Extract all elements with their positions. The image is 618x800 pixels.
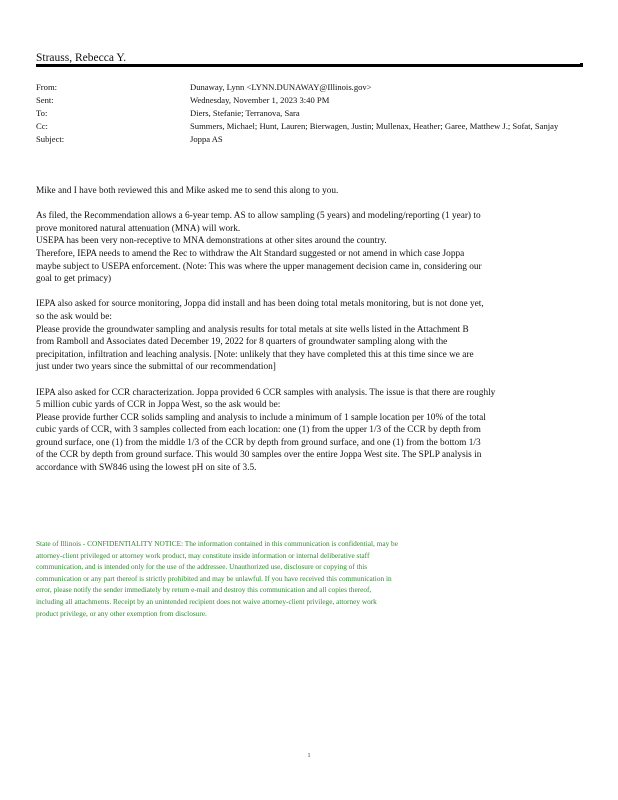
body-line: accordance with SW846 using the lowest pH on site of 3.5. xyxy=(36,463,257,474)
body-line: maybe subject to USEPA enforcement. (Note: This was where the upper management decision came in, considering our xyxy=(36,261,482,272)
header-row-to xyxy=(36,107,596,120)
body-paragraph-2 xyxy=(36,210,608,286)
body-line: USEPA has been very non-receptive to MNA demonstrations at other sites around the country. xyxy=(36,236,387,247)
body-line: ground surface, one (1) from the middle 1/3 of the CCR by depth from ground surface, and one (1) from the bottom 1/3 xyxy=(36,437,481,448)
header-row-cc xyxy=(36,120,596,133)
body-paragraph-4 xyxy=(36,387,608,475)
header-label: Cc: xyxy=(36,121,48,131)
body-line: of the CCR by depth from ground surface. This would 30 samples over the entire Joppa West site. The SPLP analysis in xyxy=(36,450,482,461)
header-label: To: xyxy=(36,108,48,118)
notice-line: communication or any part thereof is strictly prohibited and may be unlawful. If you have received this communication in xyxy=(36,573,392,583)
notice-line: State of Illinois - CONFIDENTIALITY NOTICE: The information contained in this communication is confidential, may be xyxy=(36,539,398,548)
cc-value: Summers, Michael; Hunt, Lauren; Bierwagen, Justin; Mullenax, Heather; Garee, Matthew J.; Sofat, Sanjay xyxy=(190,121,559,131)
sent-value: Wednesday, November 1, 2023 3:40 PM xyxy=(190,95,330,105)
notice-line: error, please notify the sender immediately by return e-mail and destroy this communication and all copies thereof, xyxy=(36,585,372,595)
body-line: Therefore, IEPA needs to amend the Rec to withdraw the Alt Standard suggested or not amend in which case Joppa xyxy=(36,248,465,259)
header-label: Subject: xyxy=(36,134,65,144)
body-line: Please provide the groundwater sampling and analysis results for total metals at site wells listed in the Attachment B xyxy=(36,324,469,335)
from-value: Dunaway, Lynn <LYNN.DUNAWAY@Illinois.gov> xyxy=(190,82,372,92)
header-row-subject xyxy=(36,133,596,146)
notice-line: communication, and is intended only for the use of the addressee. Unauthorized use, disclosure or copying of this xyxy=(36,562,368,572)
body-line: Please provide further CCR solids sampling and analysis to include a minimum of 1 sample location per 10% of the total xyxy=(36,412,486,423)
body-line: just under two years since the submittal of our recommendation] xyxy=(36,362,276,373)
email-headers xyxy=(36,81,596,146)
body-line: so the ask would be: xyxy=(36,311,112,322)
notice-line: product privilege, or any other exemption from disclosure. xyxy=(36,608,207,618)
body-line: precipitation, infiltration and leaching analysis. [Note: unlikely that they have completed this at this time since we are xyxy=(36,349,474,360)
body-line: As filed, the Recommendation allows a 6-year temp. AS to allow sampling (5 years) and modeling/reporting (1 year) to xyxy=(36,211,481,222)
header-label: From: xyxy=(36,82,58,92)
confidentiality-notice xyxy=(36,538,556,619)
header-row-sent xyxy=(36,94,596,107)
email-body xyxy=(36,185,608,487)
body-line: goal to get primacy) xyxy=(36,274,112,285)
body-line: IEPA also asked for source monitoring, Joppa did install and has been doing total metals monitoring, but is not done yet, xyxy=(36,299,484,310)
to-value: Diers, Stefanie; Terranova, Sara xyxy=(190,108,300,118)
header-row-from xyxy=(36,81,596,94)
notice-line: attorney-client privileged or attorney work product, may constitute inside information or internal deliberative staff xyxy=(36,550,370,560)
body-line: IEPA also asked for CCR characterization. Joppa provided 6 CCR samples with analysis. The issue is that there are roughly xyxy=(36,387,496,398)
header-label: Sent: xyxy=(36,95,54,105)
body-line: from Ramboll and Associates dated December 19, 2022 for 8 quarters of groundwater sampling along with the xyxy=(36,337,448,348)
sender-name: Strauss, Rebecca Y. xyxy=(36,52,127,64)
body-line: Mike and I have both reviewed this and Mike asked me to send this along to you. xyxy=(36,186,339,196)
body-line: cubic yards of CCR, with 3 samples collected from each location: one (1) from the upper 1/3 of the CCR by depth from xyxy=(36,425,481,436)
subject-value: Joppa AS xyxy=(190,134,223,144)
body-paragraph-1 xyxy=(36,185,608,198)
body-line: 5 million cubic yards of CCR in Joppa West, so the ask would be: xyxy=(36,400,281,411)
notice-line: including all attachments. Receipt by an unintended recipient does not waive attorney-client privilege, attorney work xyxy=(36,596,377,606)
page-number: 1 xyxy=(307,752,311,759)
header-rule xyxy=(36,64,581,67)
body-paragraph-3 xyxy=(36,298,608,374)
body-line: prove monitored natural attenuation (MNA) will work. xyxy=(36,223,241,234)
